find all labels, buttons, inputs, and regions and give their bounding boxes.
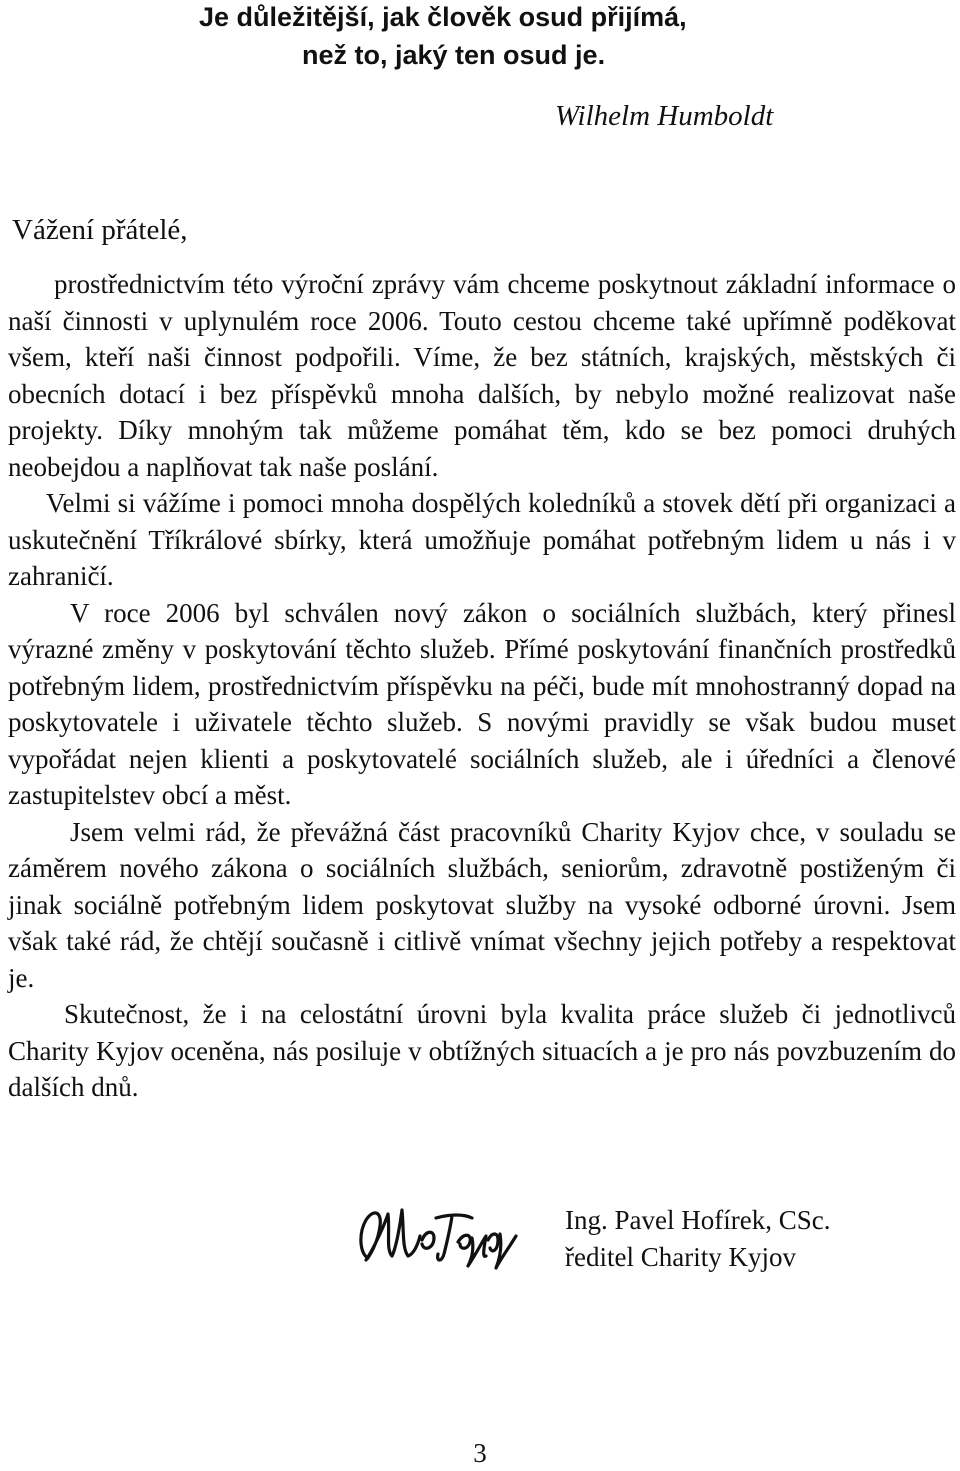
handwritten-signature bbox=[340, 1196, 540, 1274]
page-number: 3 bbox=[473, 1438, 487, 1468]
quote-line-1: Je důležitější, jak člověk osud přijímá, bbox=[199, 2, 687, 32]
signer-title: ředitel Charity Kyjov bbox=[565, 1242, 796, 1272]
paragraph: Skutečnost, že i na celostátní úrovni byla kvalita práce služeb či jednotlivců Charity Kyjov oceněna, nás posiluje v obtížných situacích a je pro nás povzbuzením do dalších dnů. bbox=[8, 999, 956, 1102]
letter-greeting: Vážení přátelé, bbox=[12, 214, 188, 246]
paragraph: prostřednictvím této výroční zprávy vám chceme poskytnout základní informace o naší činnosti v uplynulém roce 2006. Touto cestou chceme také upřímně poděkovat všem, kteří naši činnost podpořili. Víme, že bez státních, krajských, městských či obecních dotací i bez příspěvků mnoha dalších, by nebylo možné realizovat naše projekty. Díky mnohým tak můžeme pomáhat těm, kdo se bez pomoci druhých neobejdou a naplňovat tak naše poslání. bbox=[8, 269, 956, 482]
quote-author: Wilhelm Humboldt bbox=[555, 100, 774, 132]
paragraph: V roce 2006 byl schválen nový zákon o sociálních službách, který přinesl výrazné změny v poskytování těchto služeb. Přímé poskytování finančních prostředků potřebným lidem, prostřednictvím příspěvku na péči, bude mít mnohostranný dopad na poskytovatele i uživatele těchto služeb. S novými pravidly se však budou muset vypořádat nejen klienti a poskytovatelé sociálních služeb, ale i úředníci a členové zastupitelstev obcí a měst. bbox=[8, 597, 956, 810]
quote-line-2: než to, jaký ten osud je. bbox=[302, 40, 606, 70]
letter-body bbox=[8, 266, 956, 1106]
signer-block bbox=[565, 1202, 830, 1276]
signer-name: Ing. Pavel Hofírek, CSc. bbox=[565, 1205, 831, 1235]
paragraph: Velmi si vážíme i pomoci mnoha dospělých koledníků a stovek dětí při organizaci a uskutečnění Tříkrálové sbírky, která umožňuje pomáhat potřebným lidem u nás i v zahraničí. bbox=[8, 488, 956, 591]
paragraph: Jsem velmi rád, že převážná část pracovníků Charity Kyjov chce, v souladu se záměrem nového zákona o sociálních službách, seniorům, zdravotně postiženým či jinak sociálně potřebným lidem poskytovat služby na vysoké odborné úrovni. Jsem však také rád, že chtějí současně i citlivě vnímat všechny jejich potřeby a respektovat je. bbox=[8, 816, 956, 993]
